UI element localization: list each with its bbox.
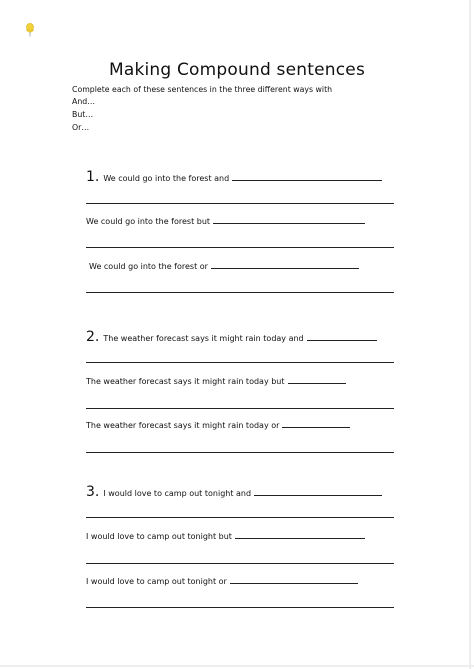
sentence-stem: The weather forecast says it might rain today and bbox=[103, 334, 304, 343]
sentence-stem: I would love to camp out tonight or bbox=[86, 577, 227, 586]
question-number: 1. bbox=[86, 169, 100, 185]
sentence-stem: The weather forecast says it might rain today or bbox=[86, 421, 280, 430]
answer-blank[interactable] bbox=[230, 582, 358, 584]
answer-blank[interactable] bbox=[254, 494, 382, 496]
question-1-prompt-or bbox=[89, 263, 359, 271]
answer-line[interactable] bbox=[86, 203, 394, 204]
answer-line[interactable] bbox=[86, 247, 394, 248]
page-edge bbox=[469, 0, 471, 669]
answer-blank[interactable] bbox=[288, 382, 346, 384]
answer-blank[interactable] bbox=[307, 339, 377, 341]
page-edge bbox=[0, 665, 474, 667]
answer-line[interactable] bbox=[86, 292, 394, 293]
answer-blank[interactable] bbox=[282, 426, 350, 428]
answer-blank[interactable] bbox=[213, 222, 365, 224]
option-and: And… bbox=[72, 97, 96, 106]
instructions-text: Complete each of these sentences in the three different ways with bbox=[72, 85, 333, 94]
sentence-stem: We could go into the forest and bbox=[103, 174, 230, 183]
pushpin-icon bbox=[24, 23, 36, 37]
option-or: Or… bbox=[72, 123, 90, 132]
question-3-prompt-or bbox=[86, 578, 358, 586]
question-number: 2. bbox=[86, 329, 100, 345]
answer-line[interactable] bbox=[86, 563, 394, 564]
answer-line[interactable] bbox=[86, 607, 394, 608]
question-number: 3. bbox=[86, 484, 100, 500]
sentence-stem: We could go into the forest or bbox=[89, 262, 208, 271]
sentence-stem: We could go into the forest but bbox=[86, 217, 211, 226]
answer-blank[interactable] bbox=[232, 179, 382, 181]
question-2-prompt-but bbox=[86, 378, 346, 386]
answer-line[interactable] bbox=[86, 408, 394, 409]
sentence-stem: The weather forecast says it might rain today but bbox=[86, 377, 285, 386]
sentence-stem: I would love to camp out tonight but bbox=[86, 532, 232, 541]
question-2-prompt-or bbox=[86, 422, 350, 430]
answer-line[interactable] bbox=[86, 517, 394, 518]
answer-line[interactable] bbox=[86, 452, 394, 453]
question-3-prompt-but bbox=[86, 533, 365, 541]
page-title: Making Compound sentences bbox=[108, 60, 366, 80]
question-1-prompt-but bbox=[86, 218, 365, 226]
question-3-prompt-and bbox=[86, 485, 382, 499]
sentence-stem: I would love to camp out tonight and bbox=[103, 489, 252, 498]
answer-blank[interactable] bbox=[211, 267, 359, 269]
answer-blank[interactable] bbox=[235, 537, 365, 539]
option-but: But… bbox=[72, 110, 94, 119]
question-2-prompt-and bbox=[86, 330, 377, 344]
question-1-prompt-and bbox=[86, 170, 382, 184]
answer-line[interactable] bbox=[86, 362, 394, 363]
